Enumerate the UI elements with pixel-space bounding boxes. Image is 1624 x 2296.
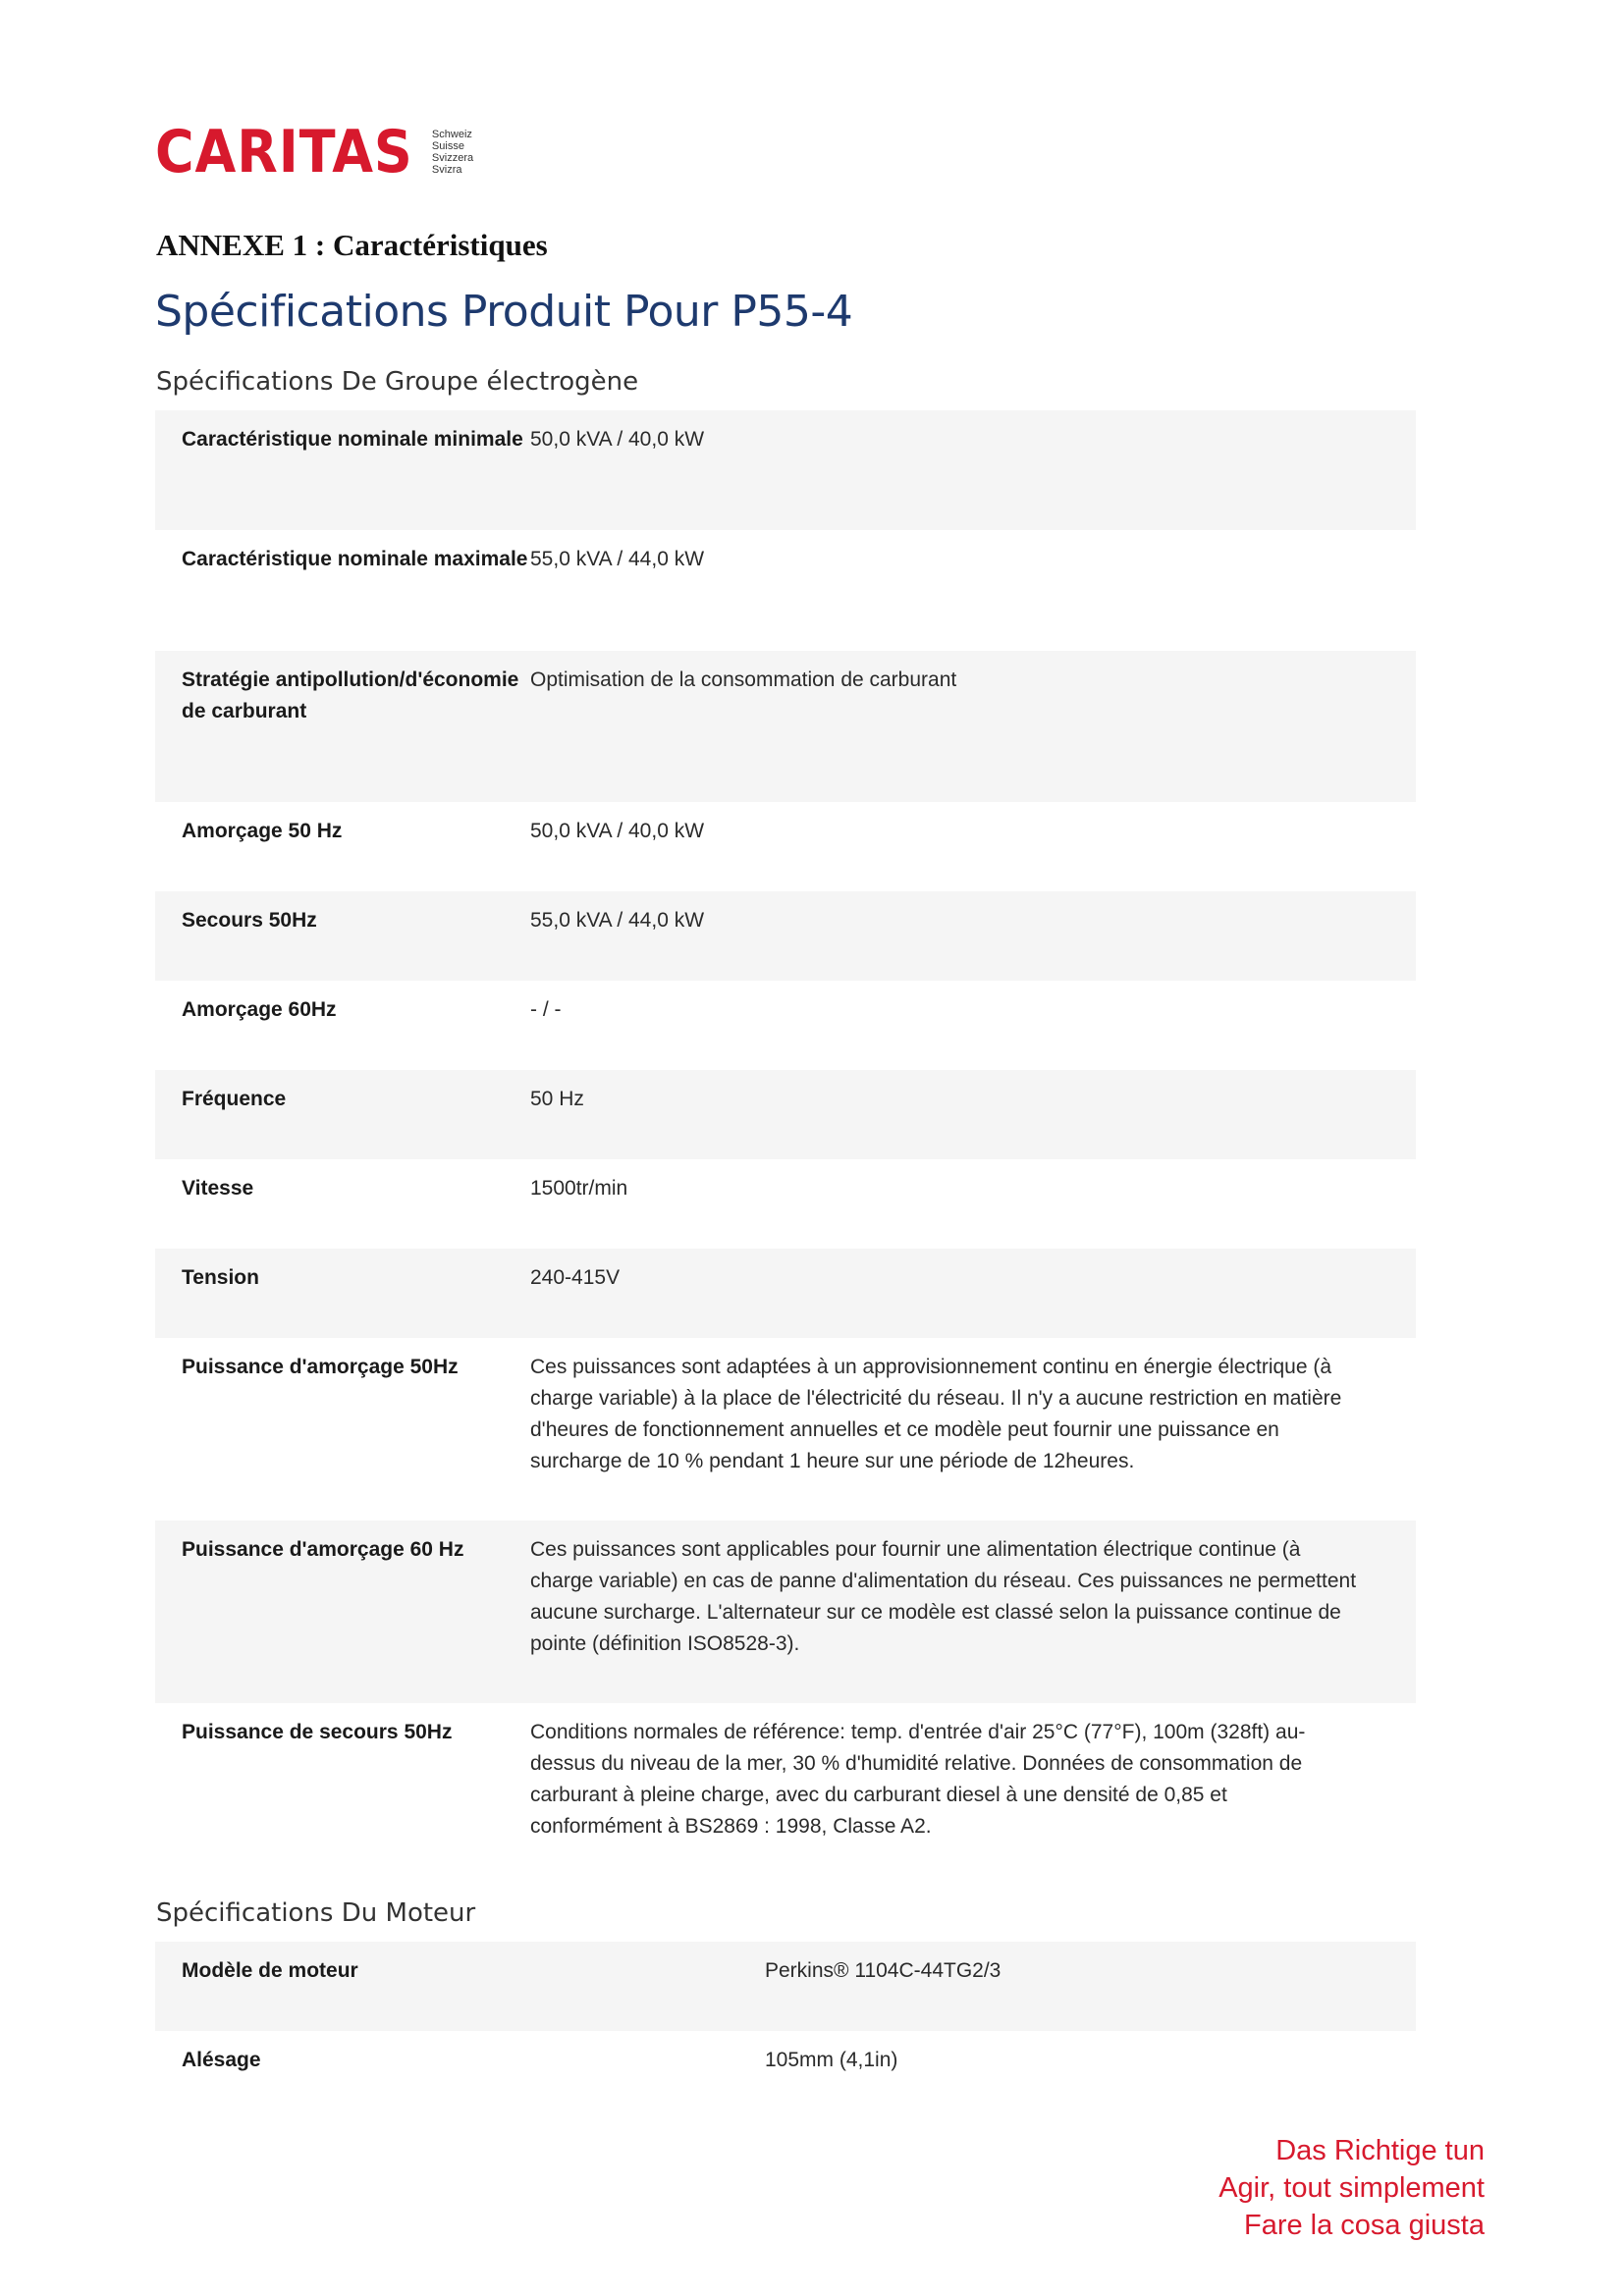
caritas-logo (155, 118, 474, 187)
page-title: Spécifications Produit Pour P55-4 (155, 287, 853, 337)
annex-heading: ANNEXE 1 : Caractéristiques (156, 228, 548, 262)
spec-value: 1500tr/min (530, 1177, 628, 1200)
spec-value: Perkins® 1104C-44TG2/3 (765, 1959, 1001, 1982)
spec-label: Amorçage 50 Hz (182, 820, 343, 842)
spec-label: Caractéristique nominale minimale (182, 428, 523, 451)
spec-label: Vitesse (182, 1177, 254, 1200)
spec-label: Puissance d'amorçage 60 Hz (182, 1538, 464, 1561)
spec-row (155, 1249, 1416, 1338)
spec-row (155, 1942, 1416, 2031)
spec-row (155, 2031, 1416, 2120)
logo-languages (432, 129, 473, 176)
spec-row (155, 651, 1416, 802)
spec-label: Fréquence (182, 1088, 287, 1110)
footer-slogan (1218, 2132, 1485, 2244)
slogan-line: Das Richtige tun (1275, 2135, 1485, 2166)
spec-row (155, 410, 1416, 530)
spec-value: 240-415V (530, 1266, 621, 1289)
logo-language: Svizra (431, 164, 462, 176)
spec-row (155, 802, 1416, 891)
spec-label: Stratégie antipollution/d'économie de carburant (182, 668, 519, 722)
engine-spec-table (155, 1942, 1416, 2120)
spec-value: Ces puissances sont adaptées à un approvisionnement continu en énergie électrique (à charge variable) à la place de l'électricité du réseau. Il n'y a aucune restriction en matière d'heures de fonctionnement annuelles et ce modèle peut fournir une puissance en surcharge de 10 % pendant 1 heure sur une période de 12heures. (530, 1356, 1342, 1472)
logo-language: Schweiz (431, 129, 472, 140)
spec-label: Tension (182, 1266, 259, 1289)
spec-value: 55,0 kVA / 44,0 kW (530, 548, 705, 570)
spec-value: 55,0 kVA / 44,0 kW (530, 909, 705, 932)
logo-language: Svizzera (431, 152, 474, 164)
spec-value: 50,0 kVA / 40,0 kW (530, 428, 705, 451)
spec-row (155, 1521, 1416, 1703)
slogan-line: Agir, tout simplement (1218, 2172, 1485, 2204)
spec-row (155, 1070, 1416, 1159)
spec-value: Conditions normales de référence: temp. d'entrée d'air 25°C (77°F), 100m (328ft) au-dessus du niveau de la mer, 30 % d'humidité relative. Données de consommation de carburant à pleine charge, avec du carburant diesel à une densité de 0,85 et conformément à BS2869 : 1998, Classe A2. (530, 1721, 1306, 1838)
spec-label: Amorçage 60Hz (182, 998, 337, 1021)
spec-row (155, 981, 1416, 1070)
spec-label: Caractéristique nominale maximale (182, 548, 528, 570)
spec-value: 50 Hz (530, 1088, 584, 1110)
spec-label: Puissance d'amorçage 50Hz (182, 1356, 459, 1378)
spec-value: Optimisation de la consommation de carburant (530, 668, 957, 691)
spec-value: 105mm (4,1in) (765, 2049, 898, 2071)
spec-label: Alésage (182, 2049, 261, 2071)
slogan-line: Fare la cosa giusta (1243, 2210, 1485, 2241)
generator-section-title: Spécifications De Groupe électrogène (156, 367, 639, 397)
logo-wordmark: CARITAS (155, 118, 413, 187)
logo-language: Suisse (431, 140, 464, 152)
spec-row (155, 1159, 1416, 1249)
spec-label: Puissance de secours 50Hz (182, 1721, 453, 1743)
spec-row (155, 1703, 1416, 1878)
spec-value: Ces puissances sont applicables pour fournir une alimentation électrique continue (à charge variable) en cas de panne d'alimentation du réseau. Ces puissances ne permettent aucune surcharge. L'alternateur sur ce modèle est classé selon la puissance continue de pointe (définition ISO8528-3). (530, 1538, 1357, 1655)
spec-value: 50,0 kVA / 40,0 kW (530, 820, 705, 842)
spec-row (155, 530, 1416, 651)
engine-section-title: Spécifications Du Moteur (156, 1898, 476, 1928)
spec-label: Modèle de moteur (182, 1959, 358, 1982)
generator-spec-table (155, 410, 1416, 1878)
spec-row (155, 891, 1416, 981)
spec-label: Secours 50Hz (182, 909, 317, 932)
spec-value: - / - (530, 998, 562, 1021)
spec-row (155, 1338, 1416, 1521)
